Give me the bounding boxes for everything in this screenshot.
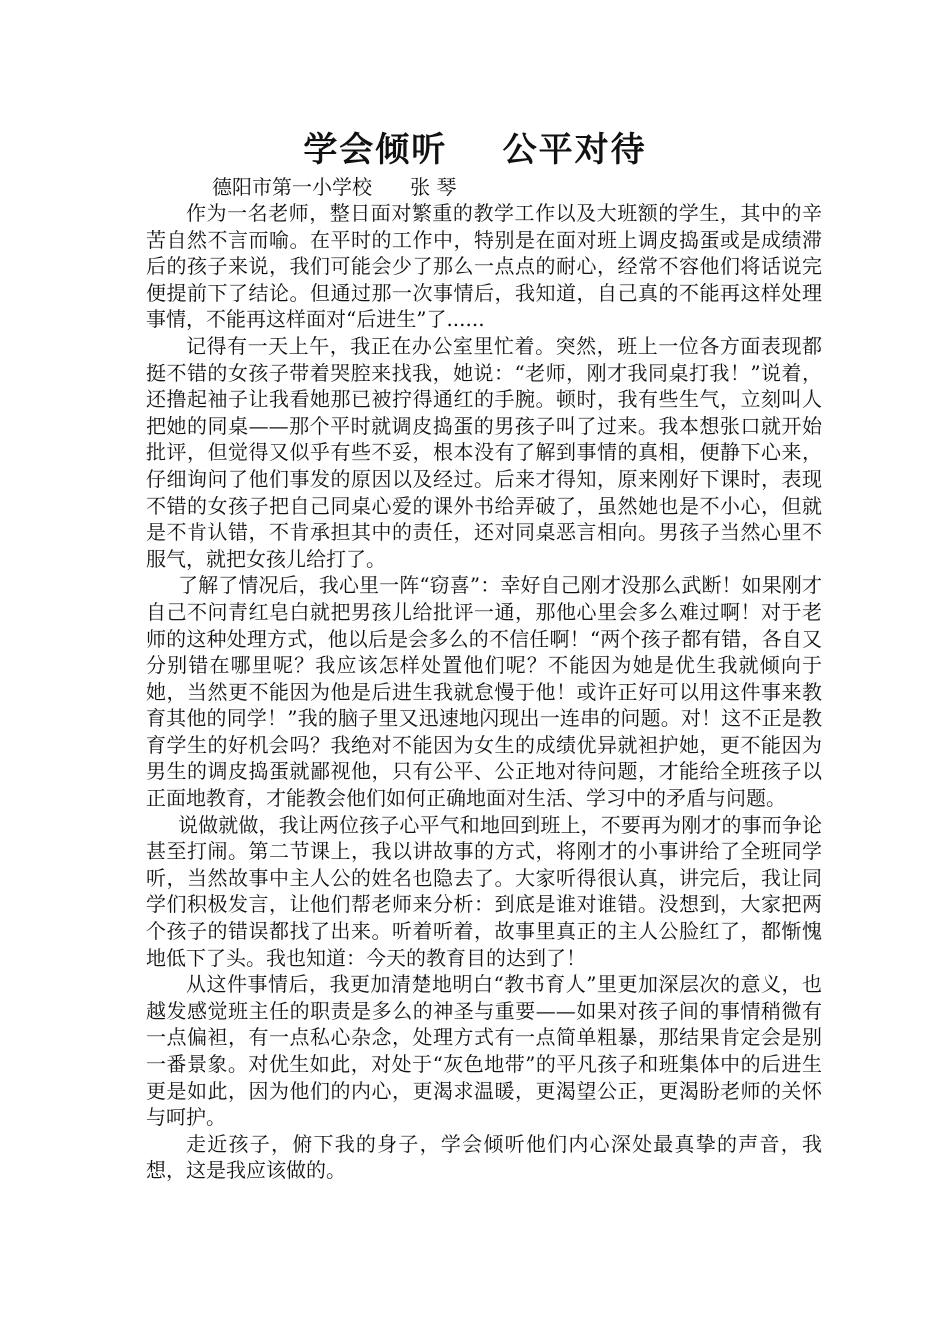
- paragraph: 走近孩子，俯下我的身子，学会倾听他们内心深处最真挚的声音，我想，这是我应该做的。: [146, 1131, 822, 1183]
- paragraph: 说做就做，我让两位孩子心平气和地回到班上，不要再为刚才的事而争论甚至打闹。第二节课上，我以讲故事的方式，将刚才的小事讲给了全班同学听，当然故事中主人公的姓名也隐去了。大家听得很认真，讲完后，我让同学们积极发言，让他们帮老师来分析：到底是谁对谁错。没想到，大家把两个孩子的错误都找了出来。听着听着，故事里真正的主人公脸红了，都惭愧地低下了头。我也知道：今天的教育目的达到了！: [146, 812, 822, 970]
- article-body: [146, 200, 822, 1184]
- paragraph: 从这件事情后，我更加清楚地明白“教书育人”里更加深层次的意义，也越发感觉班主任的职责是多么的神圣与重要——如果对孩子间的事情稍微有一点偏袒，有一点私心杂念，处理方式有一点简单粗暴，那结果肯定会是别一番景象。对优生如此，对处于“灰色地带”的平凡孩子和班集体中的后进生更是如此，因为他们的内心，更渴求温暖，更渴望公正，更渴盼老师的关怀与呵护。: [146, 972, 822, 1130]
- paragraph: 了解了情况后，我心里一阵“窃喜”：幸好自己刚才没那么武断！如果刚才自己不问青红皂白就把男孩儿给批评一通，那他心里会多么难过啊！对于老师的这种处理方式，他以后是会多么的不信任啊！“两个孩子都有错，各自又分别错在哪里呢？我应该怎样处置他们呢？不能因为她是优生我就倾向于她，当然更不能因为他是后进生我就怠慢于他！或许正好可以用这件事来教育其他的同学！”我的脑子里又迅速地闪现出一连串的问题。对！这不正是教育学生的好机会吗？我绝对不能因为女生的成绩优异就袒护她，更不能因为男生的调皮捣蛋就鄙视他，只有公平、公正地对待问题，才能给全班孩子以正面地教育，才能教会他们如何正确地面对生活、学习中的矛盾与问题。: [146, 573, 822, 811]
- page-title: 学会倾听 公平对待: [303, 130, 647, 170]
- paragraph: 记得有一天上午，我正在办公室里忙着。突然，班上一位各方面表现都挺不错的女孩子带着哭腔来找我，她说：“老师，刚才我同桌打我！”说着，还撸起袖子让我看她那已被拧得通红的手腕。顿时，我有些生气，立刻叫人把她的同桌——那个平时就调皮捣蛋的男孩子叫了过来。我本想张口就开始批评，但觉得又似乎有些不妥，根本没有了解到事情的真相，便静下心来，仔细询问了他们事发的原因以及经过。后来才得知，原来刚好下课时，表现不错的女孩子把自己同桌心爱的课外书给弄破了，虽然她也是不小心，但就是不肯认错，不肯承担其中的责任，还对同桌恶言相向。男孩子当然心里不服气，就把女孩儿给打了。: [146, 333, 822, 571]
- author-byline: 德阳市第一小学校 张 琴: [212, 175, 457, 199]
- paragraph: 作为一名老师，整日面对繁重的教学工作以及大班额的学生，其中的辛苦自然不言而喻。在平时的工作中，特别是在面对班上调皮捣蛋或是成绩滞后的孩子来说，我们可能会少了那么一点点的耐心，经常不容他们将话说完便提前下了结论。但通过那一次事情后，我知道，自己真的不能再这样处理事情，不能再这样面对“后进生”了......: [146, 201, 822, 332]
